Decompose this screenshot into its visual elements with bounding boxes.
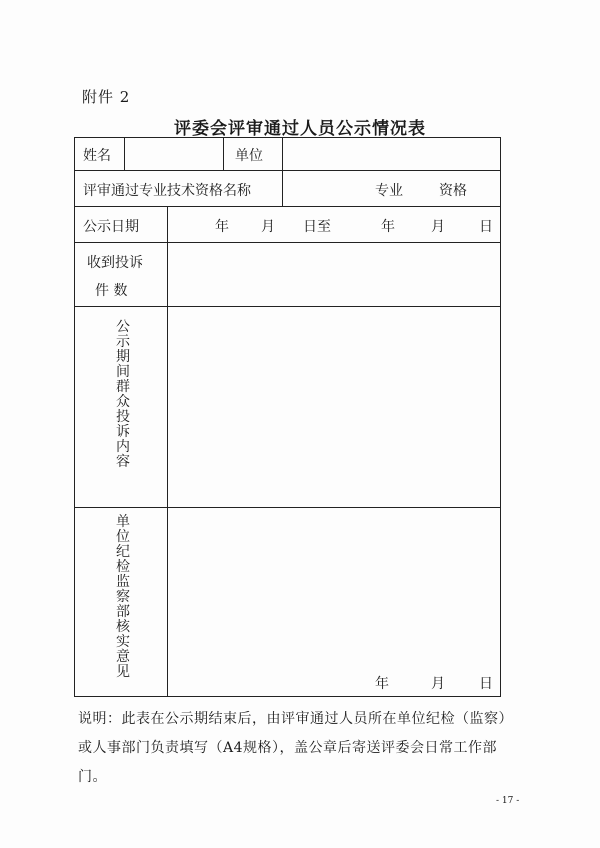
- unit-field[interactable]: [283, 139, 499, 169]
- name-field[interactable]: [125, 139, 222, 169]
- name-label: 姓名: [83, 148, 111, 164]
- unit-label: 单位: [235, 148, 263, 164]
- complaints-content-field[interactable]: [168, 307, 499, 506]
- period-label: 公示日期: [83, 219, 139, 235]
- sign-month-label: 月: [431, 676, 445, 692]
- complaints-count-field[interactable]: [168, 243, 499, 305]
- disclosure-form-table: [74, 137, 501, 697]
- end-year-label: 年: [381, 219, 395, 235]
- end-month-label: 月: [431, 219, 445, 235]
- attachment-label: 附件 2: [82, 88, 131, 106]
- qualification-suffix: 资格: [439, 183, 467, 199]
- sign-day-label: 日: [479, 676, 493, 692]
- start-day-to-label: 日至: [303, 219, 331, 235]
- verification-label: 单位纪检监察部核实意见: [116, 514, 130, 680]
- complaints-content-label: 公示期间群众投诉内容: [116, 319, 130, 470]
- complaints-count-label-line2: 件 数: [95, 283, 128, 299]
- start-month-label: 月: [261, 219, 275, 235]
- specialty-suffix: 专业: [375, 183, 403, 199]
- sign-year-label: 年: [375, 676, 389, 692]
- qualification-label: 评审通过专业技术资格名称: [83, 183, 251, 199]
- start-year-label: 年: [215, 219, 229, 235]
- page-number: - 17 -: [496, 796, 520, 806]
- complaints-count-label-line1: 收到投诉: [87, 255, 143, 271]
- verification-field[interactable]: [168, 508, 499, 696]
- form-title: 评委会评审通过人员公示情况表: [174, 119, 426, 139]
- instructions-note: 说明：此表在公示期结束后，由评审通过人员所在单位纪检（监察）或人事部门负责填写（A4规格），盖公章后寄送评委会日常工作部门。: [78, 711, 513, 785]
- row-divider: [75, 206, 500, 207]
- end-day-label: 日: [479, 219, 493, 235]
- col-divider: [223, 138, 224, 170]
